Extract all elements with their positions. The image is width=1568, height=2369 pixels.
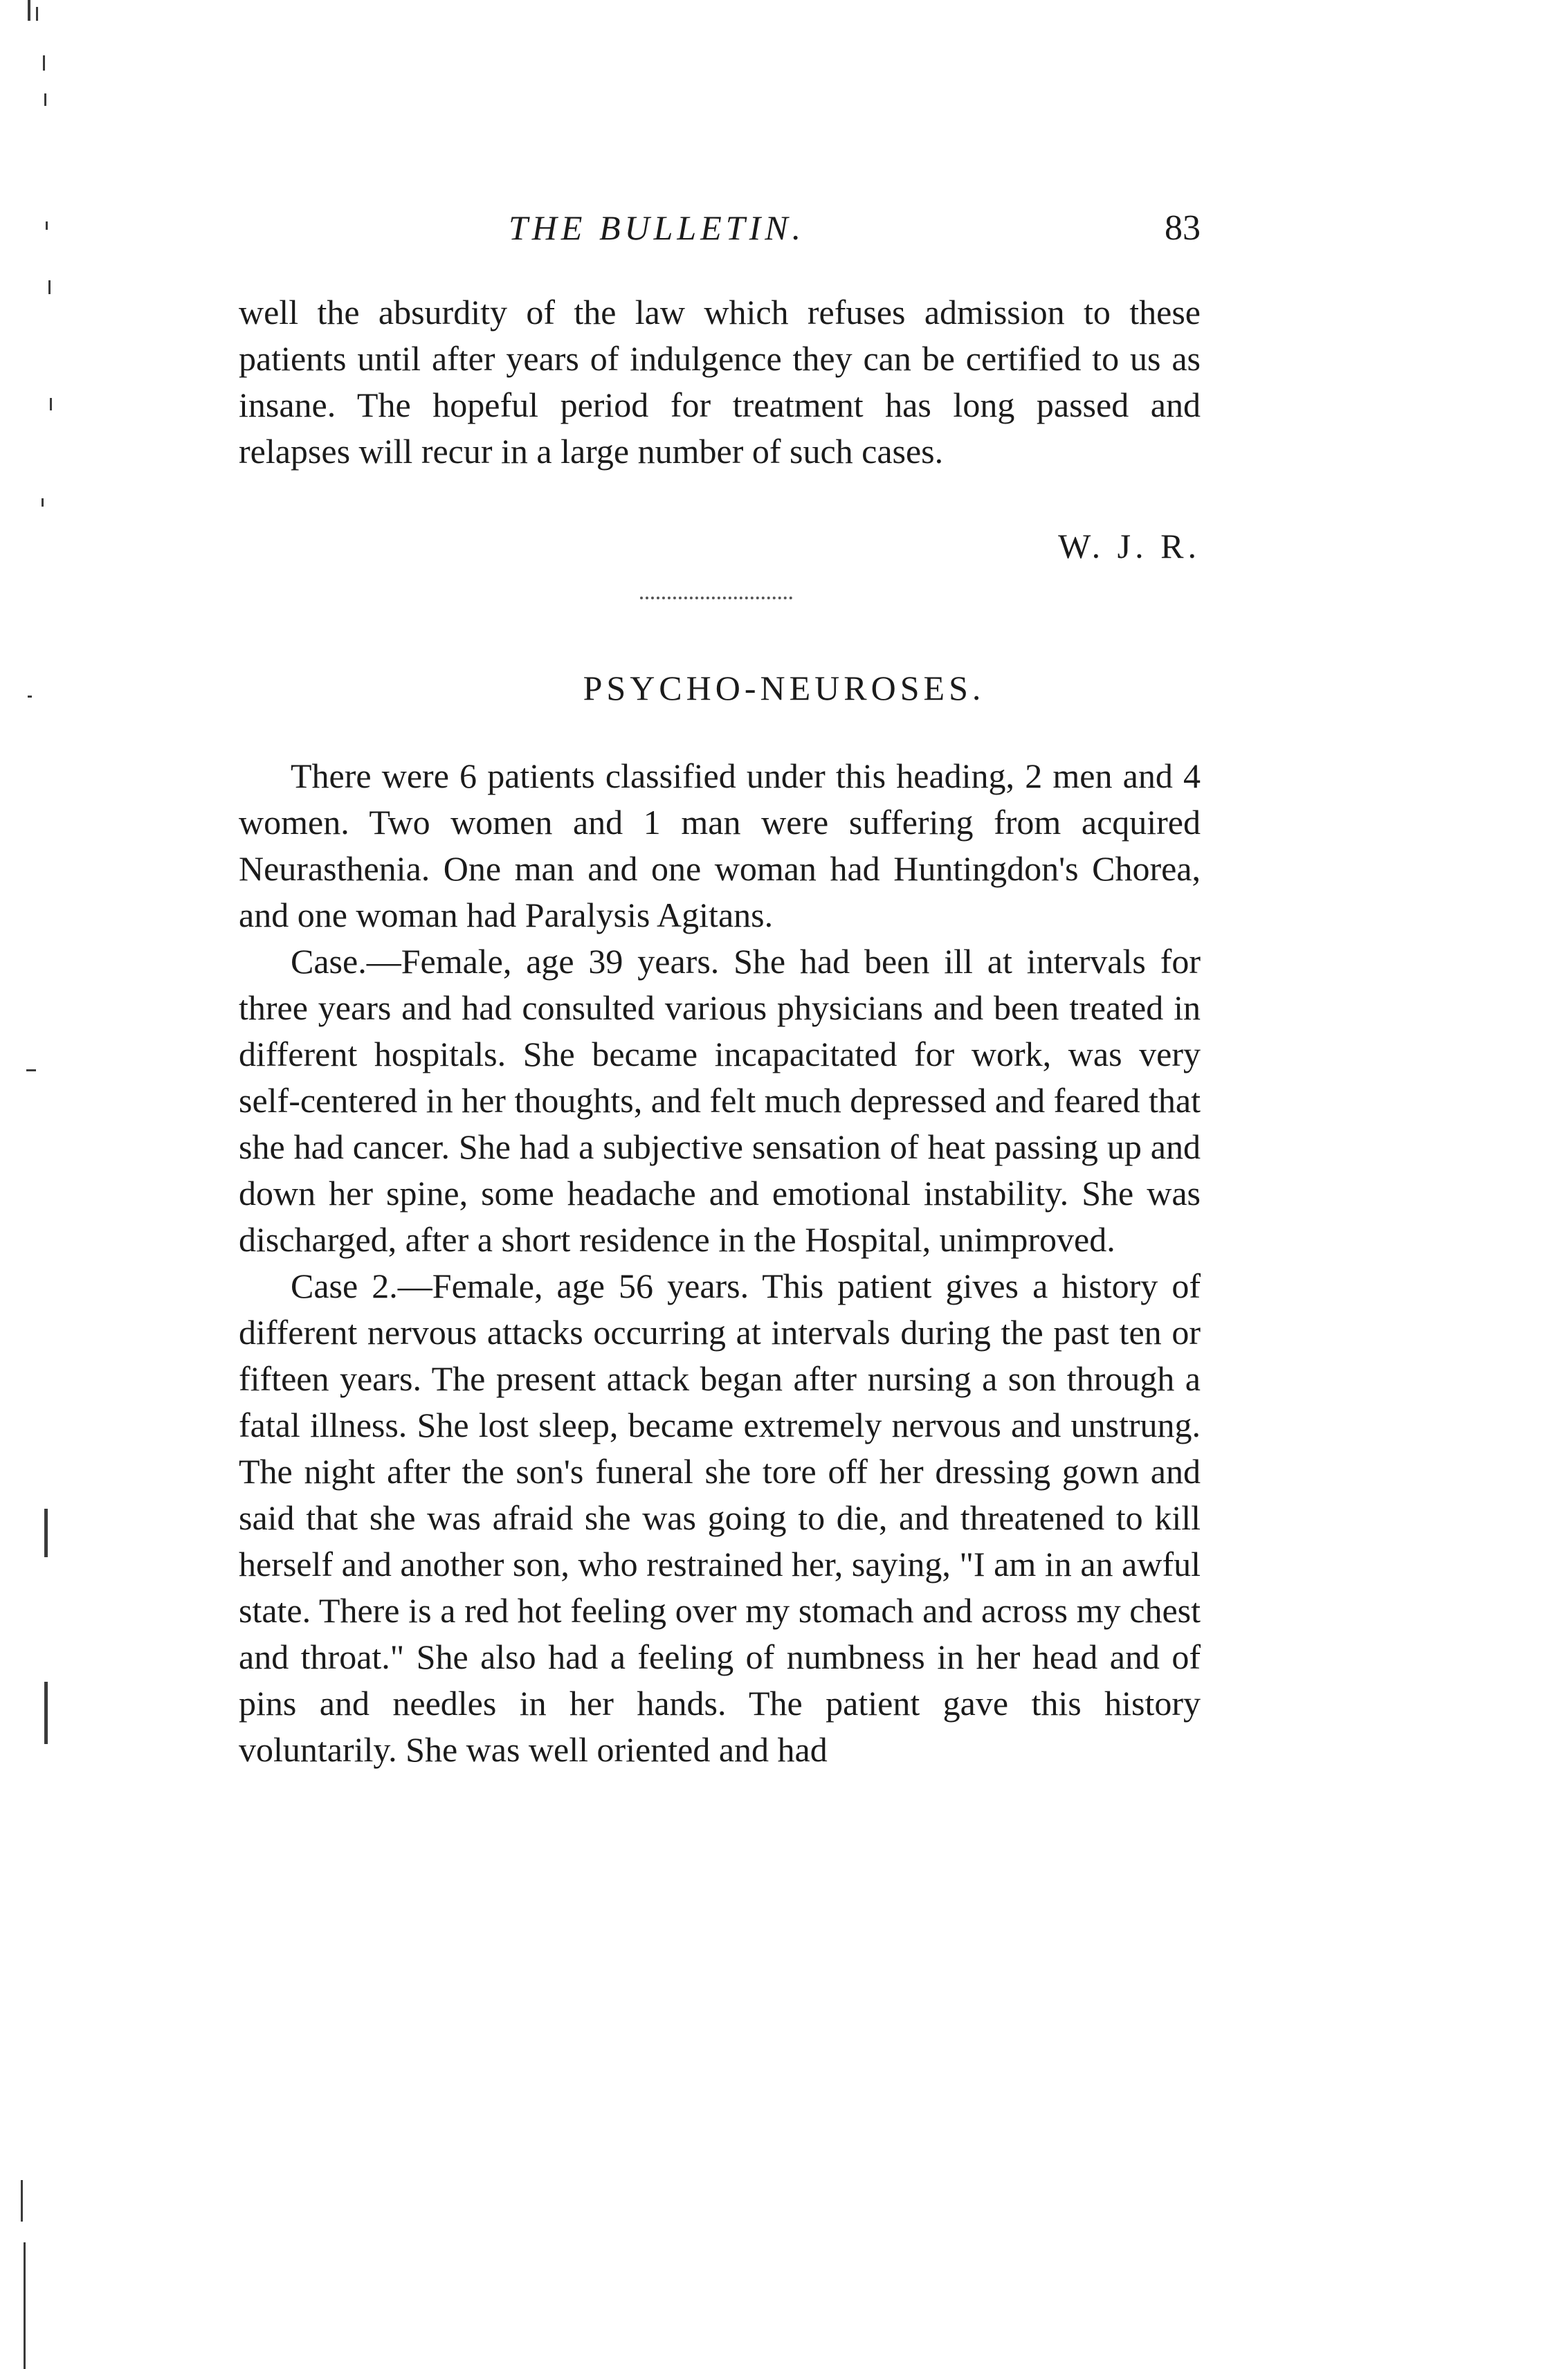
section-separator: [640, 597, 792, 599]
section-body: [239, 753, 1201, 1773]
running-title: THE BULLETIN.: [509, 208, 805, 247]
margin-scan-mark: [48, 280, 51, 294]
intro-text: [239, 289, 1201, 475]
margin-scan-mark: [21, 2180, 23, 2222]
margin-scan-mark: [50, 398, 52, 410]
margin-scan-mark: [28, 696, 32, 698]
margin-scan-mark: [36, 7, 38, 21]
body-paragraph: There were 6 patients classified under this heading, 2 men and 4 women. Two women and 1 man were suffering from acquired Neurasthenia. One man and one woman had Huntingdon's Chorea, and one woman had Paralysis Agitans.: [239, 756, 1201, 934]
margin-scan-mark: [43, 55, 45, 71]
margin-scan-mark: [44, 93, 46, 106]
margin-scan-mark: [42, 498, 44, 507]
page-number: 83: [1165, 208, 1201, 248]
intro-paragraph: well the absurdity of the law which refuses admission to these patients until after years of indulgence they can be certified to us as insane. The hopeful period for treatment has long passed and relapses will recur in a large number of such cases.: [239, 293, 1201, 471]
margin-scan-mark: [44, 1682, 48, 1744]
margin-scan-mark: [44, 1509, 48, 1557]
margin-scan-mark: [28, 0, 30, 21]
body-paragraph: Case 2.—Female, age 56 years. This patient gives a history of different nervous attacks occurring at intervals during the past ten or fifteen years. The present attack began after nursing a son through a fatal illness. She lost sleep, became extremely nervous and unstrung. The night after the son's funeral she tore off her dressing gown and said that she was afraid she was going to die, and threatened to kill herself and another son, who restrained her, saying, "I am in an awful state. There is a red hot feeling over my stomach and across my chest and throat." She also had a feeling of numbness in her head and of pins and needles in her hands. The patient gave this history voluntarily. She was well oriented and had: [239, 1267, 1201, 1769]
author-signature: W. J. R.: [1058, 527, 1201, 565]
margin-scan-mark: [46, 221, 48, 230]
margin-scan-mark: [24, 2242, 26, 2369]
margin-scan-mark: [26, 1069, 36, 1071]
body-paragraph: Case.—Female, age 39 years. She had been ill at intervals for three years and had consulted various physicians and been treated in different hospitals. She became incapacitated for work, was very self-centered in her thoughts, and felt much depressed and feared that she had cancer. She had a subjective sensation of heat passing up and down her spine, some headache and emotional instability. She was discharged, after a short residence in the Hospital, unimproved.: [239, 942, 1201, 1259]
page-header: [239, 208, 1201, 263]
section-heading: PSYCHO-NEUROSES.: [583, 669, 985, 707]
